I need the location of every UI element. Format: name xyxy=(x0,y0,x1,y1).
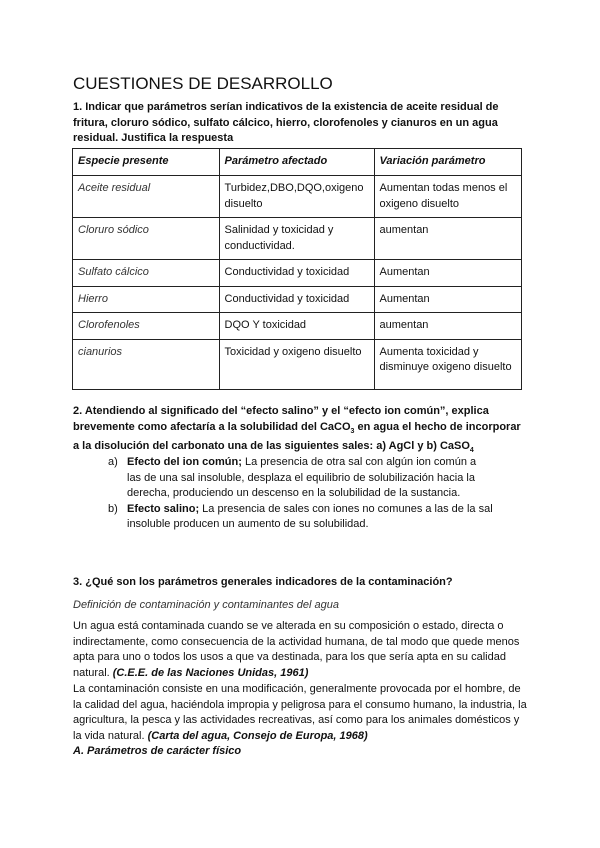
table-cell: Aumentan xyxy=(374,286,522,313)
term: Efecto salino; xyxy=(127,502,200,515)
subtitle: Definición de contaminación y contaminantes del agua xyxy=(73,599,339,611)
table-row xyxy=(73,339,522,389)
table-cell: Salinidad y toxicidad y conductividad. xyxy=(219,218,374,260)
question-1: 1. Indicar que parámetros serían indicativos de la existencia de aceite residual de fritura, cloruro sódico, sulfato cálcico, hierro, clorofenoles y cianuros en un agua residual. Justifica la respuesta xyxy=(73,101,499,144)
table-row xyxy=(73,176,522,218)
section-heading: A. Parámetros de carácter físico xyxy=(73,745,242,757)
paragraph-text: La contaminación consiste en una modificación, generalmente provocada por el hombre, de la calidad del agua, haciéndola impropia y peligrosa para el consumo humano, la industria, la agricultura, la pesca y las actividades recreativas, así como para los animales domésticos y la vida natural. xyxy=(73,683,527,742)
paragraph-text: Un agua está contaminada cuando se ve alterada en su composición o estado, directa o indirectamente, como consecuencia de la actividad humana, de tal modo que quede menos apta para uno o todos los usos a que va destinada, para los que sería apta en su calidad natural. xyxy=(73,620,520,679)
citation: (Carta del agua, Consejo de Europa, 1968) xyxy=(147,729,368,742)
table-cell: Turbidez,DBO,DQO,oxigeno disuelto xyxy=(219,176,374,218)
table-cell: aumentan xyxy=(374,313,522,340)
answer-list xyxy=(108,455,493,533)
question-2-text: 2. Atendiendo al significado del “efecto salino” y el “efecto ion común”, explica brevemente como afectaría a la solubilidad del CaCO xyxy=(73,405,489,433)
species-table xyxy=(72,148,522,390)
list-item xyxy=(108,455,493,502)
list-label: b) xyxy=(108,502,118,515)
table-cell: Hierro xyxy=(73,286,220,313)
table-row xyxy=(73,218,522,260)
table-header: Variación parámetro xyxy=(374,149,522,176)
answer-text: La presencia de sales con iones no comunes a las de la sal insoluble producen un aumento de su solubilidad. xyxy=(127,502,493,530)
table-header: Especie presente xyxy=(73,149,220,176)
paragraph-1 xyxy=(73,619,528,681)
table-cell: Toxicidad y oxigeno disuelto xyxy=(219,339,374,389)
table-cell: Conductividad y toxicidad xyxy=(219,260,374,287)
table-cell: cianurios xyxy=(73,339,220,389)
subscript: 3 xyxy=(350,427,355,435)
table-cell: Aumenta toxicidad y disminuye oxigeno disuelto xyxy=(374,339,522,389)
table-row xyxy=(73,260,522,287)
table-cell: Cloruro sódico xyxy=(73,218,220,260)
citation: (C.E.E. de las Naciones Unidas, 1961) xyxy=(112,666,309,679)
term: Efecto del ion común; xyxy=(127,456,242,468)
table-cell: Aceite residual xyxy=(73,176,220,218)
table-cell: Clorofenoles xyxy=(73,313,220,340)
page-title: CUESTIONES DE DESARROLLO xyxy=(73,74,333,93)
question-2-text: en agua el hecho de incorporar a la disolución del carbonato una de las siguientes sales: a) AgCl y b) CaSO xyxy=(73,420,521,453)
table-header-row xyxy=(73,149,522,176)
table-cell: Aumentan todas menos el oxigeno disuelto xyxy=(374,176,522,218)
table-cell: aumentan xyxy=(374,218,522,260)
list-item xyxy=(108,502,493,533)
table-cell: Aumentan xyxy=(374,260,522,287)
subscript: 4 xyxy=(469,447,474,455)
question-2 xyxy=(73,404,528,459)
table-row xyxy=(73,313,522,340)
answer-text: La presencia de otra sal con algún ion común a las de una sal insoluble, desplaza el equilibrio de solubilización hacia la derecha, produciendo un descenso en la solubilidad de la sustancia. xyxy=(127,456,477,499)
question-3: 3. ¿Qué son los parámetros generales indicadores de la contaminación? xyxy=(73,576,453,588)
table-cell: Conductividad y toxicidad xyxy=(219,286,374,313)
paragraph-2 xyxy=(73,682,528,744)
list-label: a) xyxy=(108,456,118,468)
table-row xyxy=(73,286,522,313)
table-cell: Sulfato cálcico xyxy=(73,260,220,287)
table-cell: DQO Y toxicidad xyxy=(219,313,374,340)
table-header: Parámetro afectado xyxy=(219,149,374,176)
